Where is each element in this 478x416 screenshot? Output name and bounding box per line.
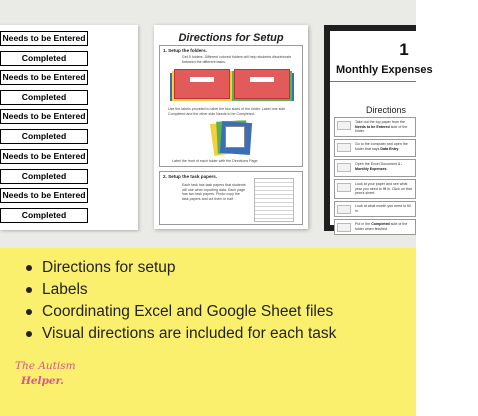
label-completed: Completed	[0, 90, 88, 105]
direction-text: Look at what month you need to fill in.	[355, 204, 411, 213]
label-needs-to-be-entered: Needs to be Entered	[0, 31, 88, 46]
direction-row	[334, 159, 416, 177]
feature-item: Visual directions are included for each task	[22, 323, 336, 345]
direction-row	[334, 179, 416, 199]
logo-line1: The Autism	[15, 360, 76, 372]
label-completed: Completed	[0, 129, 88, 144]
direction-row	[334, 139, 416, 157]
direction-text: Open the Excel Document 1 - Monthly Expenses.	[355, 162, 403, 171]
task-page-preview	[324, 25, 433, 231]
step-thumbnail	[337, 223, 351, 232]
direction-text: Take out the top paper from the Needs to be Entered side of the folder.	[355, 120, 408, 133]
brand-logo	[15, 360, 81, 396]
label-completed: Completed	[0, 169, 88, 184]
step-thumbnail	[337, 163, 351, 172]
step2-box	[159, 171, 303, 225]
task-number: 1	[399, 40, 409, 59]
task-papers-image	[254, 178, 294, 222]
step-thumbnail	[337, 205, 351, 214]
logo-line2: Helper.	[21, 375, 64, 387]
step1-heading: 1. Setup the folders.	[163, 48, 207, 53]
label-needs-to-be-entered: Needs to be Entered	[0, 149, 88, 164]
directions-label: Directions	[366, 105, 407, 115]
bullet-icon	[26, 287, 32, 293]
direction-row	[334, 219, 416, 235]
open-folders-image	[170, 69, 294, 101]
task-page-inner	[330, 31, 433, 231]
label-needs-to-be-entered: Needs to be Entered	[0, 70, 88, 85]
direction-text: Put in the Completed side of the folder when finished.	[355, 222, 408, 231]
step-thumbnail	[337, 143, 351, 152]
direction-row	[334, 117, 416, 137]
label-needs-to-be-entered: Needs to be Entered	[0, 188, 88, 203]
step1-text3: Label the front of each folder with the Directions Page.	[172, 159, 259, 163]
label-completed: Completed	[0, 208, 88, 223]
feature-item: Coordinating Excel and Google Sheet files	[22, 301, 336, 323]
step2-text: Each task has task papers that students will use when inputting data. Each page has two task papers. Photo copy the task papers and cut them in half.	[182, 183, 246, 201]
task-title: Monthly Expenses	[336, 64, 433, 76]
feature-item: Directions for setup	[22, 257, 336, 279]
step2-heading: 2. Setup the task papers.	[163, 174, 218, 179]
directions-title: Directions for Setup	[178, 32, 284, 44]
bullet-icon	[26, 265, 32, 271]
label-sheet	[0, 25, 138, 230]
feature-list	[22, 257, 336, 345]
step1-text1: Get 5 folders. Different colored folders will help students discriminate between the different tasks.	[182, 55, 292, 64]
step1-text2: Use the labels provided to label the two sides of the folder. Label one side Completed and the other side Needs to be Completed.	[168, 107, 286, 116]
bullet-icon	[26, 331, 32, 337]
step-thumbnail	[337, 121, 351, 130]
step-thumbnail	[337, 183, 351, 192]
directions-page	[154, 25, 308, 229]
divider	[330, 81, 416, 82]
bullet-icon	[26, 309, 32, 315]
feature-item: Labels	[22, 279, 336, 301]
direction-text: Go to the computer and open the folder that says Data Entry.	[355, 142, 408, 151]
step1-box	[159, 45, 303, 167]
stacked-folders-image	[212, 120, 252, 156]
direction-text: Look at your paper and see what year you need to fill in. Click on that year's sheet.	[355, 182, 412, 195]
label-needs-to-be-entered: Needs to be Entered	[0, 109, 88, 124]
label-completed: Completed	[0, 51, 88, 66]
direction-row	[334, 201, 416, 217]
